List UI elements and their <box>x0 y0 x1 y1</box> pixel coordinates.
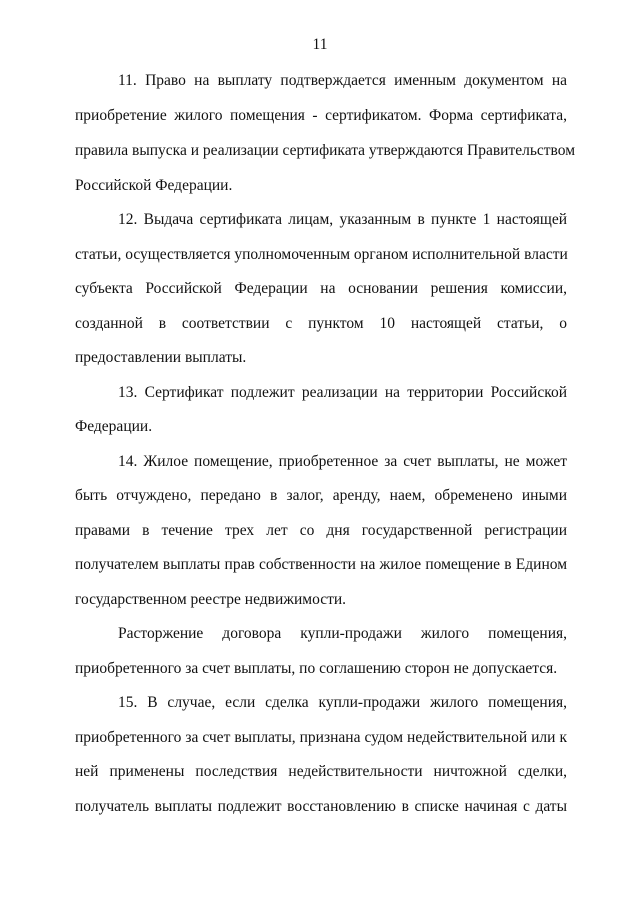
paragraph-14-line-2: быть отчуждено, передано в залог, аренду, наем, обременено иными <box>75 487 567 504</box>
paragraph-15-line-2: приобретенного за счет выплаты, признана судом недействительной или к <box>75 729 567 746</box>
paragraph-14-line-3: правами в течение трех лет со дня государственной регистрации <box>75 522 567 539</box>
paragraph-11-line-4: Российской Федерации. <box>75 177 233 194</box>
paragraph-14-line-1: 14. Жилое помещение, приобретенное за счет выплаты, не может <box>118 453 567 470</box>
paragraph-11-line-2: приобретение жилого помещения - сертификатом. Форма сертификата, <box>75 107 567 124</box>
paragraph-13-line-2: Федерации. <box>75 418 153 435</box>
paragraph-15-line-1: 15. В случае, если сделка купли-продажи жилого помещения, <box>118 694 567 711</box>
paragraph-12-line-3: субъекта Российской Федерации на основании решения комиссии, <box>75 280 567 297</box>
paragraph-14-line-4: получателем выплаты прав собственности на жилое помещение в Едином <box>75 556 567 573</box>
paragraph-13-line-1: 13. Сертификат подлежит реализации на территории Российской <box>118 384 567 401</box>
paragraph-11-line-3: правила выпуска и реализации сертификата утверждаются Правительством <box>75 142 576 159</box>
paragraph-14-line-5: государственном реестре недвижимости. <box>75 591 347 608</box>
paragraph-12-line-4: созданной в соответствии с пунктом 10 настоящей статьи, о <box>75 315 567 332</box>
paragraph-14b-line-1: Расторжение договора купли-продажи жилого помещения, <box>118 625 567 642</box>
paragraph-15-line-4: получатель выплаты подлежит восстановлению в списке начиная с даты <box>75 798 567 815</box>
paragraph-14b-line-2: приобретенного за счет выплаты, по соглашению сторон не допускается. <box>75 660 558 677</box>
paragraph-11-line-1: 11. Право на выплату подтверждается именным документом на <box>118 72 567 89</box>
paragraph-12-line-5: предоставлении выплаты. <box>75 349 247 366</box>
paragraph-12-line-2: статьи, осуществляется уполномоченным органом исполнительной власти <box>75 246 568 263</box>
paragraph-12-line-1: 12. Выдача сертификата лицам, указанным в пункте 1 настоящей <box>118 211 567 228</box>
paragraph-15-line-3: ней применены последствия недействительности ничтожной сделки, <box>75 763 567 780</box>
page-number: 11 <box>312 36 328 53</box>
